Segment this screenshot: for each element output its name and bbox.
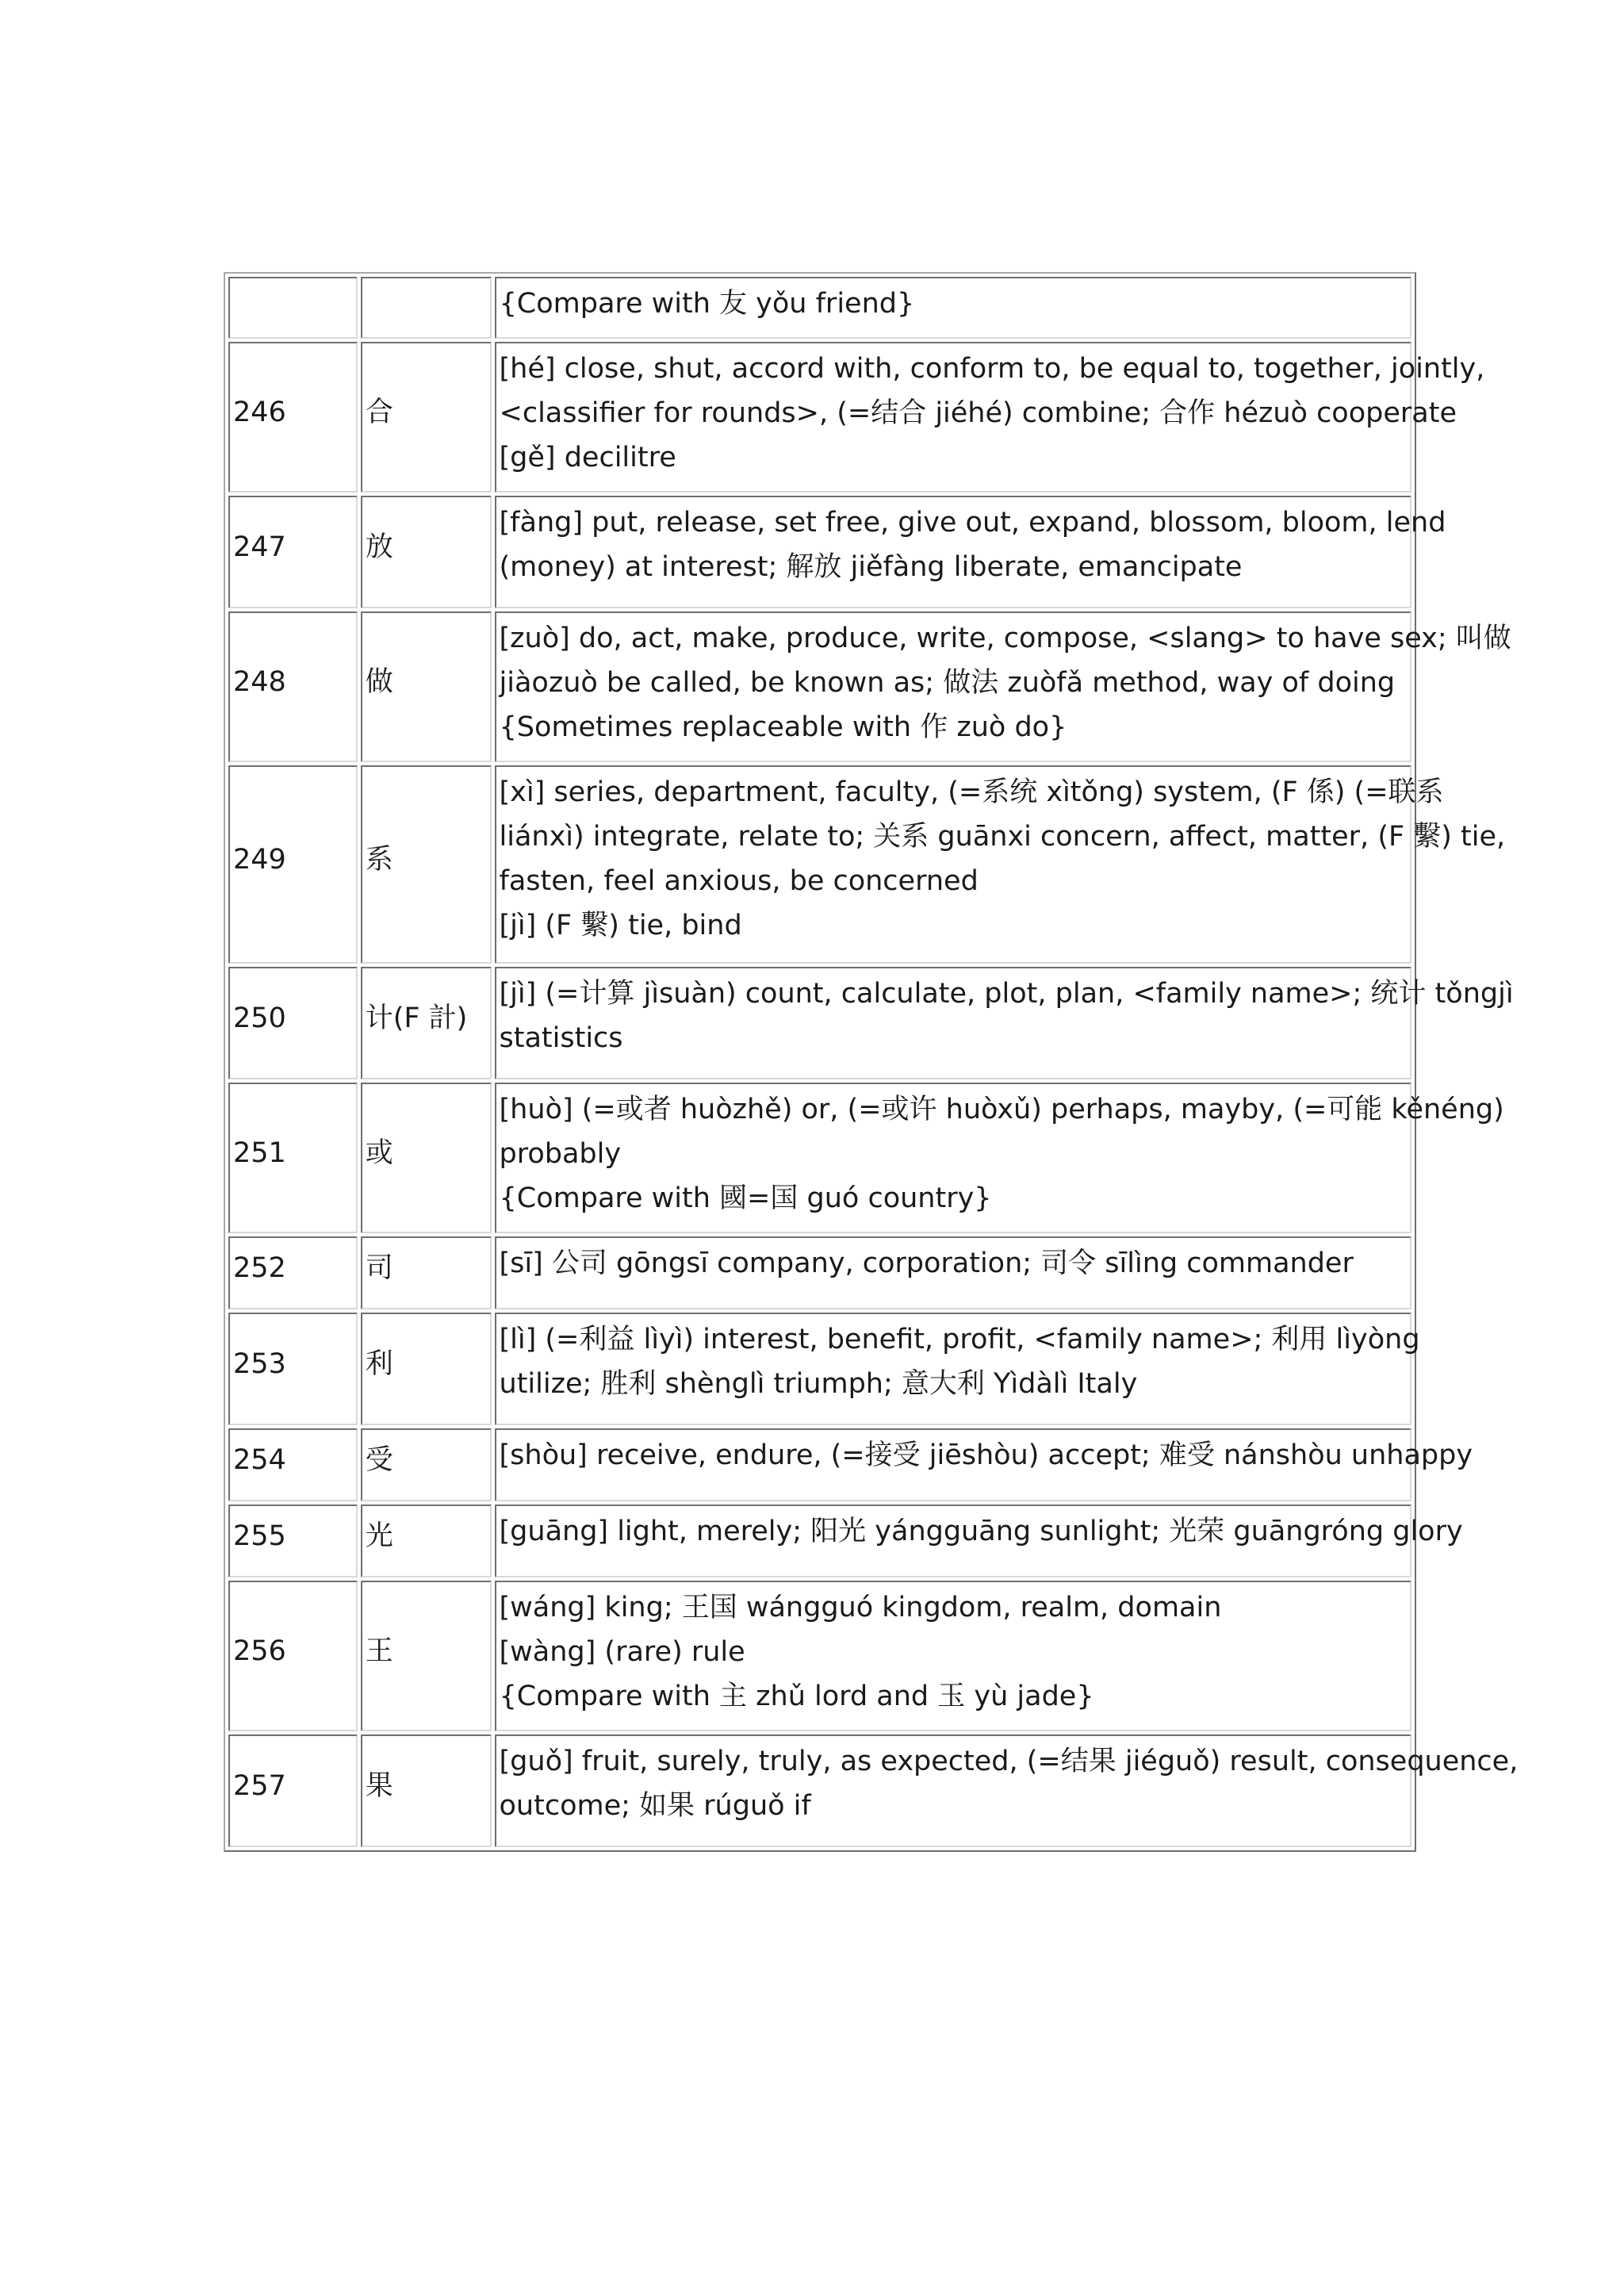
entry-definition — [495, 765, 1506, 964]
entry-number: 248 — [228, 611, 358, 762]
definition-line: {Compare with 友 yǒu friend} — [499, 288, 915, 320]
table-row — [228, 611, 1411, 762]
entry-character: 做 — [361, 611, 492, 762]
entry-number: 257 — [228, 1734, 358, 1847]
entry-definition — [495, 1504, 1463, 1577]
entry-character: 或 — [361, 1083, 492, 1233]
entry-character: 合 — [361, 342, 492, 493]
entry-number: 251 — [228, 1083, 358, 1233]
definition-line: probably — [499, 1138, 622, 1170]
table-row — [228, 1504, 1411, 1577]
definition-line: [fàng] put, release, set free, give out, expand, blossom, bloom, lend — [499, 507, 1446, 539]
definition-line: outcome; 如果 rúguǒ if — [499, 1790, 811, 1822]
entry-character: 利 — [361, 1313, 492, 1425]
table-row — [228, 1734, 1411, 1847]
entry-number: 249 — [228, 765, 358, 964]
entry-number: 252 — [228, 1236, 358, 1309]
table-row — [228, 765, 1411, 964]
definition-line: [wàng] (rare) rule — [499, 1636, 745, 1668]
definition-line: {Compare with 主 zhǔ lord and 玉 yù jade} — [499, 1681, 1094, 1712]
entry-definition — [495, 1236, 1411, 1309]
table-row — [228, 1313, 1411, 1425]
entry-character: 光 — [361, 1504, 492, 1577]
entry-number: 253 — [228, 1313, 358, 1425]
entry-number: 254 — [228, 1428, 358, 1501]
entry-character — [361, 277, 492, 339]
definition-line: liánxì) integrate, relate to; 关系 guānxi concern, affect, matter, (F 繫) tie, — [499, 821, 1506, 853]
entry-definition — [495, 1581, 1411, 1731]
definition-line: [wáng] king; 王国 wángguó kingdom, realm, domain — [499, 1592, 1222, 1623]
entry-character: 系 — [361, 765, 492, 964]
definition-line: [hé] close, shut, accord with, conform to, be equal to, together, jointly, — [499, 353, 1485, 385]
table-row — [228, 496, 1411, 608]
dictionary-table — [224, 272, 1519, 1852]
entry-definition — [495, 496, 1446, 608]
definition-line: [zuò] do, act, make, produce, write, compose, <slang> to have sex; 叫做 — [499, 623, 1511, 654]
definition-line: [shòu] receive, endure, (=接受 jiēshòu) accept; 难受 nánshòu unhappy — [499, 1439, 1473, 1471]
table-row — [228, 342, 1411, 493]
entry-number: 250 — [228, 967, 358, 1079]
definition-line: [huò] (=或者 huòzhě) or, (=或许 huòxǔ) perhaps, mayby, (=可能 kěnéng) — [499, 1094, 1504, 1125]
entry-definition — [495, 1428, 1473, 1501]
table-row — [228, 277, 1411, 339]
table-row — [228, 1428, 1411, 1501]
definition-line: [guǒ] fruit, surely, truly, as expected, (=结果 jiéguǒ) result, consequence, — [499, 1746, 1519, 1777]
definition-line: jiàozuò be called, be known as; 做法 zuòfǎ method, way of doing — [499, 667, 1396, 699]
definition-line: {Compare with 國=国 guó country} — [499, 1182, 992, 1214]
entry-definition — [495, 1083, 1504, 1233]
entry-number: 256 — [228, 1581, 358, 1731]
entry-definition — [495, 1313, 1420, 1425]
entry-number: 255 — [228, 1504, 358, 1577]
definition-line: [guāng] light, merely; 阳光 yángguāng sunlight; 光荣 guāngróng glory — [499, 1516, 1463, 1547]
entry-number: 247 — [228, 496, 358, 608]
entry-character: 计(F 計) — [361, 967, 492, 1079]
entry-definition — [495, 967, 1514, 1079]
entry-definition — [495, 342, 1485, 493]
entry-number: 246 — [228, 342, 358, 493]
dictionary-table-body — [228, 277, 1519, 1847]
entry-definition — [495, 611, 1511, 762]
entry-character: 放 — [361, 496, 492, 608]
table-row — [228, 967, 1411, 1079]
definition-line: [lì] (=利益 lìyì) interest, benefit, profit, <family name>; 利用 lìyòng — [499, 1324, 1420, 1355]
definition-line: utilize; 胜利 shènglì triumph; 意大利 Yìdàlì Italy — [499, 1368, 1138, 1400]
entry-character: 司 — [361, 1236, 492, 1309]
entry-definition — [495, 277, 1411, 339]
entry-character: 果 — [361, 1734, 492, 1847]
entry-character: 受 — [361, 1428, 492, 1501]
entry-character: 王 — [361, 1581, 492, 1731]
table-row — [228, 1581, 1411, 1731]
definition-line: (money) at interest; 解放 jiěfàng liberate, emancipate — [499, 551, 1243, 583]
definition-line: {Sometimes replaceable with 作 zuò do} — [499, 711, 1067, 743]
definition-line: [gě] decilitre — [499, 442, 676, 473]
entry-number — [228, 277, 358, 339]
definition-line: [sī] 公司 gōngsī company, corporation; 司令 sīlìng commander — [499, 1248, 1354, 1279]
definition-line: <classifier for rounds>, (=结合 jiéhé) combine; 合作 hézuò cooperate — [499, 397, 1457, 429]
definition-line: [jì] (=计算 jìsuàn) count, calculate, plot, plan, <family name>; 统计 tǒngjì — [499, 978, 1514, 1010]
definition-line: [jì] (F 繫) tie, bind — [499, 910, 742, 941]
definition-line: fasten, feel anxious, be concerned — [499, 865, 979, 897]
table-row — [228, 1236, 1411, 1309]
definition-line: [xì] series, department, faculty, (=系统 xìtǒng) system, (F 係) (=联系 — [499, 776, 1444, 808]
definition-line: statistics — [499, 1022, 623, 1054]
table-row — [228, 1083, 1411, 1233]
entry-definition — [495, 1734, 1519, 1847]
